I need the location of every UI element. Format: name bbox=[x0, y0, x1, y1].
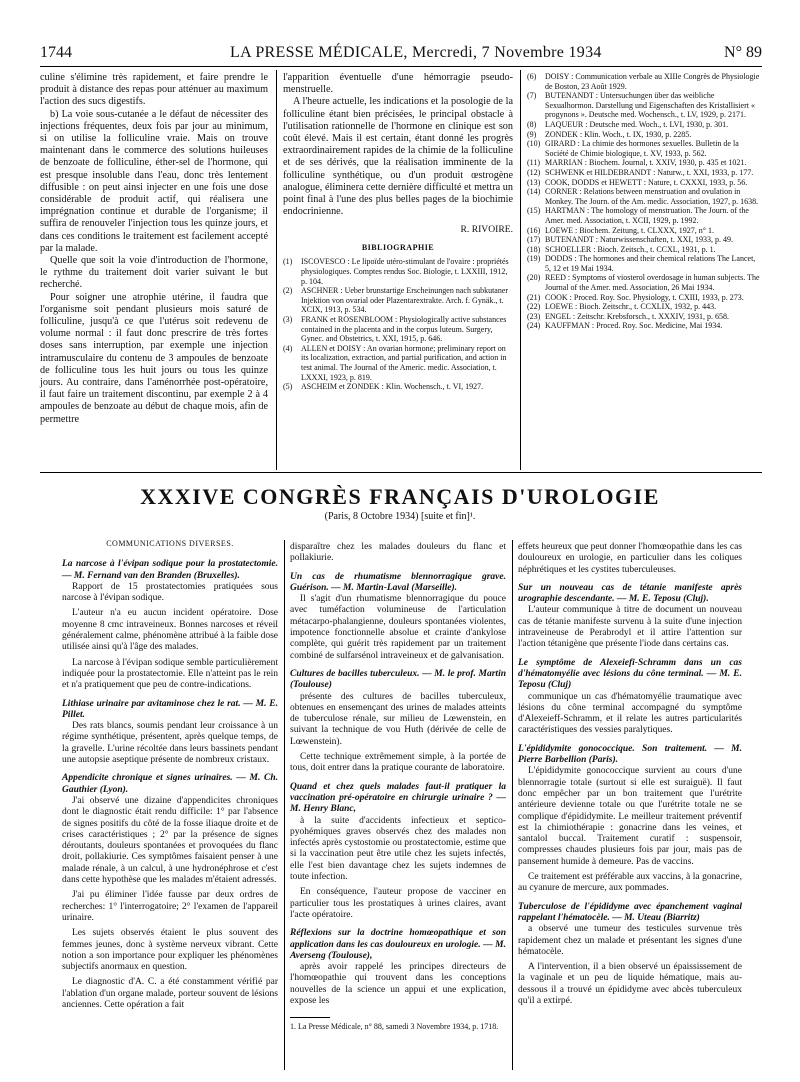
bibliography-entry bbox=[527, 158, 762, 168]
bibliography-entry bbox=[283, 382, 513, 392]
bibliography-entry bbox=[527, 120, 762, 130]
bibliography-entry bbox=[527, 187, 762, 206]
paragraph: Il s'agit d'un rhumatisme blennorragique du pouce avec tuméfaction volumineuse de l'articulation métacarpo-phalangienne, douleurs spontanées violentes, impotence fonctionnelle absolue et crainte d'ankylose complète, qui guérit très rapidement par un traitement combiné de sulfarsénol intraveineux et de galvanisation. bbox=[290, 594, 506, 661]
paragraph: a observé une tumeur des testicules survenue très rapidement chez un malade et présentant les signes d'une hématocèle. bbox=[518, 924, 742, 957]
entry-number: (24) bbox=[527, 321, 541, 331]
footnote-rule bbox=[290, 1017, 330, 1018]
entry-text: DODDS : The hormones and their chemical relations The Lancet, 5, 12 et 19 Mai 1934. bbox=[545, 254, 756, 273]
communication-heading: Sur un nouveau cas de tétanie manifeste après urographie descendante. — M. E. Teposu (Cluj). bbox=[518, 582, 742, 605]
bibliography-entry bbox=[527, 91, 762, 120]
bibliography-entry bbox=[527, 321, 762, 331]
bibliography-entry bbox=[527, 226, 762, 236]
footnote: 1. La Presse Médicale, n° 88, samedi 3 Novembre 1934, p. 1718. bbox=[290, 1022, 499, 1032]
journal-title: LA PRESSE MÉDICALE, Mercredi, 7 Novembre 1934 bbox=[230, 44, 602, 61]
entry-number: (13) bbox=[527, 177, 541, 187]
bibliography-entry bbox=[527, 139, 762, 158]
entry-number: (23) bbox=[527, 311, 541, 321]
entry-text: ENGEL : Zeitschr. Krebsforsch., t. XXXIV, 1931, p. 658. bbox=[545, 311, 729, 321]
bibliography-entry bbox=[527, 273, 762, 292]
paragraph: b) La voie sous-cutanée a le défaut de nécessiter des injections fréquentes, deux fois par jour au minimum, si on utilise la folliculine vraie. Mais on trouve maintenant dans le commerce des solutions huileuses de benzoate de folliculine, éther-sel de l'hormone, qui est presque insoluble dans l'eau, donc très lentement diffusible : on peut ainsi injecter en une fois une dose considérable de produit actif, qui réalisera une imprégnation continue et durable de l'organisme; il suffira de renouveler l'injection tous les quinze jours, et dans ces conditions le traitement est facilement accepté par la malade. bbox=[40, 108, 268, 254]
paragraph: disparaître chez les malades douleurs du flanc et pollakiurie. bbox=[290, 542, 506, 564]
paragraph: A l'heure actuelle, les indications et la posologie de la folliculine étant bien précisées, le principal obstacle à l'utilisation rationnelle de l'hormone en clinique est son coût élevé. Mais il est certain, étant donné les progrès extraordinairement rapides de la chimie de la folliculine et de ses dérivés, que la réalisation imminente de la folliculine synthétique, ou d'un produit œstrogène analogue, éliminera cette dernière difficulté et mettra un point final à l'une des plus belles pages de la biochimie endocrinienne. bbox=[283, 96, 513, 218]
paragraph: Le diagnostic d'A. C. a été constamment vérifié par l'ablation d'un organe malade, porteur souvent de lésions anciennes. Cette opération a fait bbox=[62, 977, 278, 1010]
entry-number: (7) bbox=[527, 91, 537, 101]
column-divider bbox=[512, 540, 513, 1070]
communication-heading: Tuberculose de l'épididyme avec épanchement vaginal rappelant l'hématocèle. — M. Uteau (Biarritz) bbox=[518, 901, 742, 923]
communication-heading: L'épididymite gonococcique. Son traitement. — M. Pierre Barbellion (Paris). bbox=[518, 743, 742, 766]
entry-number: (2) bbox=[283, 286, 293, 296]
communication-heading: Cultures de bacilles tuberculeux. — M. le prof. Martin (Toulouse) bbox=[290, 668, 506, 691]
entry-text: ASCHEIM et ZONDEK : Klin. Wochensch., t. VI, 1927. bbox=[301, 382, 484, 392]
congress-title: XXXIVE CONGRÈS FRANÇAIS D'UROLOGIE bbox=[140, 484, 660, 509]
paragraph: L'épididymite gonococcique survient au cours d'une blennorragie totale (surtout si elle est suraiguë). Il faut donc empêcher par un bon traitement que l'urétrite antérieure devienne totale ou que l'urétrite totale ne se complique d'épididymite. Le meilleur traitement préventif est la chimiothérapie : gonacrine dans les veines, et santalol buccal. Traitement curatif : suspensoir, compresses chaudes plusieurs fois par jour, mais pas de pansement humide à demeure. Pas de vaccins. bbox=[518, 766, 742, 867]
communication-heading: Le symptôme de Alexeiefi-Schramm dans un cas d'hématomyélie avec lésions du cône terminal. — M. E. Teposu (Cluj) bbox=[518, 657, 742, 691]
entry-text: HARTMAN : The homology of menstruation. The Journ. of the Amer. med. Association, t. XCII, 1929, p. 1992. bbox=[545, 206, 749, 225]
entry-number: (12) bbox=[527, 167, 541, 177]
entry-text: REED : Symptoms of viosterol overdosage in human subjects. The Journal of the Amer. med. Association, 26 Mai 1934. bbox=[545, 273, 760, 293]
report-column-3 bbox=[518, 542, 742, 1011]
paragraph: après avoir rappelé les principes directeurs de l'homœopathie qui trouvent dans les conceptions nouvelles de la science un appui et une explication, expose les bbox=[290, 962, 506, 1006]
entry-text: BUTENANDT : Naturwissenschaften, t. XXI, 1933, p. 49. bbox=[545, 235, 734, 245]
article-column-2 bbox=[283, 72, 513, 392]
paragraph: Pour soigner une atrophie utérine, il faudra que l'organisme soit pendant plusieurs mois saturé de folliculine, jusqu'à ce que l'utérus soit redevenu de volume normal : il faut donc prescrire de très fortes doses sans interruption, par exemple une injection intramusculaire du contenu de 3 ampoules de benzoate de folliculine tous les huit jours ou tous les quinze jours. Au contraire, dans l'aménorrhée post-opératoire, il faut faire un traitement discontinu, par exemple 2 à 4 ampoules de benzoate au début de chaque mois, afin de permettre bbox=[40, 291, 268, 425]
section-heading: COMMUNICATIONS DIVERSES. bbox=[106, 539, 234, 548]
header-rule bbox=[40, 66, 762, 67]
entry-text: COOK : Proced. Roy. Soc. Physiology, t. CXIII, 1933, p. 273. bbox=[545, 292, 744, 302]
page-number: 1744 bbox=[40, 44, 72, 61]
paragraph: L'auteur n'a eu aucun incident opératoire. Dose moyenne 8 cmc intraveineux. Bonnes narcoses et réveil généralement calme, phénomène attribué à la faible dose utilisée ainsi qu'à l'âge des malades. bbox=[62, 608, 278, 653]
entry-text: MARRIAN : Biochem. Journal, t. XXIV, 1930, p. 435 et 1021. bbox=[545, 158, 747, 168]
entry-text: ALLEN et DOISY : An ovarian hormone; preliminary report on its localization, extraction, and partial purification, and action in test animal. The Journal of the Americ. medic. Association, t. LXXXI, 1923, p. 819. bbox=[301, 343, 507, 382]
bibliography-list-2 bbox=[527, 72, 762, 331]
entry-number: (8) bbox=[527, 119, 537, 129]
entry-number: (6) bbox=[527, 72, 537, 81]
paragraph: culine s'élimine très rapidement, et faire prendre le produit à distance des repas pour atténuer au maximum l'action des sucs digestifs. bbox=[40, 72, 268, 108]
bibliography-entry bbox=[527, 302, 762, 312]
paragraph: A l'intervention, il a bien observé un épaississement de la vaginale et un peu de liquide hématique, mais au-dessous il a trouvé un épididyme avec abcès tuberculeux qu'il a extirpé. bbox=[518, 962, 742, 1006]
paragraph: J'ai observé une dizaine d'appendicites chroniques dont le diagnostic était rendu difficile: 1° par l'absence de signes positifs du côté de la fosse iliaque droite et de crises caractéristiques ; 2° par la présence de signes déroutants, douleurs spontanées et provoquées du flanc droit, pollakiurie. Ces symptômes faisaient penser à une malade rénale, à un calcul, à une hydronéphrose et c'est dans cette hypothèse que les malades m'étaient adressés. bbox=[62, 795, 278, 886]
paragraph: effets heureux que peut donner l'homœopathie dans les cas douloureux en urologie, en particulier dans les coliques néphrétiques et les cystites tuberculeuses. bbox=[518, 542, 742, 575]
bibliography-entry bbox=[527, 312, 762, 322]
entry-text: SCHWENK et HILDEBRANDT : Naturw., t. XXI, 1933, p. 177. bbox=[545, 167, 754, 177]
entry-number: (15) bbox=[527, 206, 541, 216]
paragraph: communique un cas d'hématomyélie traumatique avec lésions du cône terminal accompagné du symptôme d'Alexeieff-Schramm, et il relate les autres particularités caractéristiques des vessies paralytiques. bbox=[518, 691, 742, 736]
bibliography-entry bbox=[527, 178, 762, 188]
paragraph: présente des cultures de bacilles tuberculeux, obtenues en ensemençant des urines de malades atteints de tuberculose rénale, sur milieu de Lœwenstein, en suivant la technique de vou Huth (dérivée de celle de Lœwenstein). bbox=[290, 691, 506, 747]
bibliography-entry bbox=[527, 72, 762, 91]
author-signature: R. RIVOIRE. bbox=[460, 224, 513, 236]
entry-number: (18) bbox=[527, 244, 541, 254]
entry-number: (11) bbox=[527, 158, 541, 168]
paragraph: Les sujets observés étaient le plus souvent des femmes jeunes, donc à système nerveux vibrant. Cette notion a son importance pour expliquer les phénomènes subjectifs anormaux en question. bbox=[62, 928, 278, 973]
bibliography-entry bbox=[527, 206, 762, 225]
report-column-2 bbox=[290, 542, 506, 1032]
entry-number: (17) bbox=[527, 235, 541, 245]
paragraph: Rapport de 15 prostatectomies pratiquées sous narcose à l'évipan sodique. bbox=[62, 581, 278, 604]
entry-text: DOISY : Communication verbale au XIIIe Congrès de Physiologie de Boston, 23 Août 1929. bbox=[545, 72, 760, 91]
bibliography-entry bbox=[527, 168, 762, 178]
entry-text: SCHOELLER : Bioch. Zeitsch., t. CCXL, 1931, p. 1. bbox=[545, 244, 716, 254]
entry-text: ZONDEK : Klin. Woch., t. IX, 1930, p. 2285. bbox=[545, 129, 692, 139]
paragraph: Des rats blancs, soumis pendant leur croissance à un régime synthétique, présentent, après quelque temps, de la gravelle. L'urine récoltée dans leurs bassinets pendant une autopsie aseptique présente de nombreux cristaux. bbox=[62, 721, 278, 766]
entry-number: (21) bbox=[527, 292, 541, 302]
entry-number: (14) bbox=[527, 187, 541, 197]
paragraph: à la suite d'accidents infectieux et septico-pyohémiques graves observés chez des malades non infectés après cystostomie ou prostatectomie, estime que si la vaccination peut être utile chez les sujets infectés, elle l'est bien davantage chez les sujets indemnes de toute infection. bbox=[290, 815, 506, 883]
congress-subtitle: (Paris, 8 Octobre 1934) [suite et fin]¹. bbox=[324, 511, 476, 522]
entry-number: (10) bbox=[527, 139, 541, 149]
communication-heading: Appendicite chronique et signes urinaires. — M. Ch. Gauthier (Lyon). bbox=[62, 773, 278, 795]
entry-text: FRANK et ROSENBLOOM : Physiologically active substances contained in the placenta and in the corpus luteum. Surgery, Gynec. and Obstetrics, t. XXI, 1915, p. 646. bbox=[301, 315, 507, 344]
entry-text: ISCOVESCO : Le lipoïde utéro-stimulant de l'ovaire : propriétés physiologiques. Comptes rendus Soc. Biologie, t. LXXIII, 1912, p. 104. bbox=[301, 257, 509, 286]
communication-heading: La narcose à l'évipan sodique pour la prostatectomie. — M. Fernand van den Branden (Bruxelles). bbox=[62, 559, 278, 581]
communication-heading: Un cas de rhumatisme blennorragique grave. Guérison. — M. Martin-Laval (Marseille). bbox=[290, 571, 506, 593]
entry-number: (16) bbox=[527, 225, 541, 235]
running-header bbox=[40, 44, 762, 64]
paragraph: En conséquence, l'auteur propose de vacciner en particulier tous les prostatiques à urines claires, avant l'acte opératoire. bbox=[290, 887, 506, 920]
entry-text: CORNER : Relations between menstruation and ovulation in Monkey. The Journ. of the Am. medic. Association, 1927, p. 1638. bbox=[545, 187, 759, 206]
entry-text: BUTENANDT : Untersuchungen über das weibliche Sexualhormon. Darstellung und Eigenschaften des Kristallisiert « progynons ». Deutsche med. Wochensch., t. LV, 1929, p. 2171. bbox=[545, 91, 755, 120]
communication-heading: Réflexions sur la doctrine homœopathique et son application dans les cas douloureux en urologie. — M. Averseng (Toulouse), bbox=[290, 928, 506, 961]
entry-number: (1) bbox=[283, 257, 293, 267]
paragraph: Ce traitement est préférable aux vaccins, à la gonacrine, au cyanure de mercure, aux pommades. bbox=[518, 872, 742, 894]
paragraph: L'auteur communique à titre de document un nouveau cas de tétanie manifeste survenu à la suite d'une injection intraveineuse de Perabrodyl et il attire l'attention sur l'action tétanigène que présente l'iode dans certains cas. bbox=[518, 605, 742, 650]
bibliography-entry bbox=[527, 130, 762, 140]
paragraph: J'ai pu éliminer l'idée fausse par deux ordres de recherches: 1° l'interrogatoire; 2° l'examen de l'appareil urinaire. bbox=[62, 890, 278, 923]
paragraph: l'apparition éventuelle d'une hémorragie pseudo-menstruelle. bbox=[283, 72, 513, 96]
entry-number: (9) bbox=[527, 129, 537, 139]
issue-number: N° 89 bbox=[724, 44, 762, 61]
bibliography-list-1 bbox=[283, 257, 513, 391]
entry-number: (19) bbox=[527, 254, 541, 264]
entry-number: (20) bbox=[527, 273, 541, 283]
bibliography-entry bbox=[527, 245, 762, 255]
entry-text: KAUFFMAN : Proced. Roy. Soc. Medicine, Mai 1934. bbox=[545, 321, 723, 331]
report-column-1 bbox=[62, 530, 278, 1015]
paragraph: La narcose à l'évipan sodique semble particulièrement indiquée pour la prostatectomie. Elle n'atteint pas le rein et n'a pratiquement que peu de contre-indications. bbox=[62, 657, 278, 691]
entry-text: GIRARD : La chimie des hormones sexuelles. Bulletin de la Société de Chimie biologique, t. XV, 1933, p. 562. bbox=[545, 139, 739, 158]
conclusion-text bbox=[283, 72, 513, 218]
entry-text: COOK, DODDS et HEWETT : Nature, t. CXXXI, 1933, p. 56. bbox=[545, 177, 748, 187]
bibliography-entry bbox=[527, 254, 762, 273]
column-divider bbox=[284, 540, 285, 1070]
bibliography-entry bbox=[527, 293, 762, 303]
paragraph: Quelle que soit la voie d'introduction de l'hormone, le rythme du traitement doit varier suivant le but recherché. bbox=[40, 255, 268, 291]
bibliography-entry bbox=[527, 235, 762, 245]
communication-heading: Lithiase urinaire par avitaminose chez le rat. — M. E. Pillet. bbox=[62, 698, 278, 720]
bibliography-heading: BIBLIOGRAPHIE bbox=[361, 243, 435, 253]
bibliography-entry bbox=[283, 315, 513, 344]
communication-heading: Quand et chez quels malades faut-il pratiquer la vaccination pré-opératoire en chirurgie urinaire ? — M. Henry Blanc, bbox=[290, 781, 506, 815]
entry-text: LOEWE : Biochem. Zeitung, t. CLXXX, 1927, n° 1. bbox=[545, 225, 714, 235]
article-column-1 bbox=[40, 72, 268, 426]
entry-number: (22) bbox=[527, 302, 541, 312]
bibliography-entry bbox=[283, 286, 513, 315]
entry-text: ASCHNER : Ueber brunstartige Erscheinungen nach subkutaner Injektion von ovarial oder Plazentarextrakte. Arch. f. Gynäk., t. XCIX, 1913, p. 534. bbox=[301, 286, 509, 315]
bibliography-entry bbox=[283, 344, 513, 382]
entry-number: (4) bbox=[283, 343, 293, 353]
entry-text: LAQUEUR : Deutsche med. Woch., t. LVI, 1930, p. 301. bbox=[545, 119, 729, 129]
entry-number: (3) bbox=[283, 315, 293, 324]
bibliography-entry bbox=[283, 257, 513, 286]
section-rule bbox=[40, 472, 762, 473]
column-divider bbox=[276, 70, 277, 470]
entry-number: (5) bbox=[283, 382, 293, 392]
column-divider bbox=[520, 70, 521, 470]
entry-text: LOEWE : Bioch. Zeitschr., t. CCXLIX, 1932, p. 443. bbox=[545, 302, 717, 312]
paragraph: Cette technique extrêmement simple, à la portée de tous, doit entrer dans la pratique courante de laboratoire. bbox=[290, 752, 506, 774]
